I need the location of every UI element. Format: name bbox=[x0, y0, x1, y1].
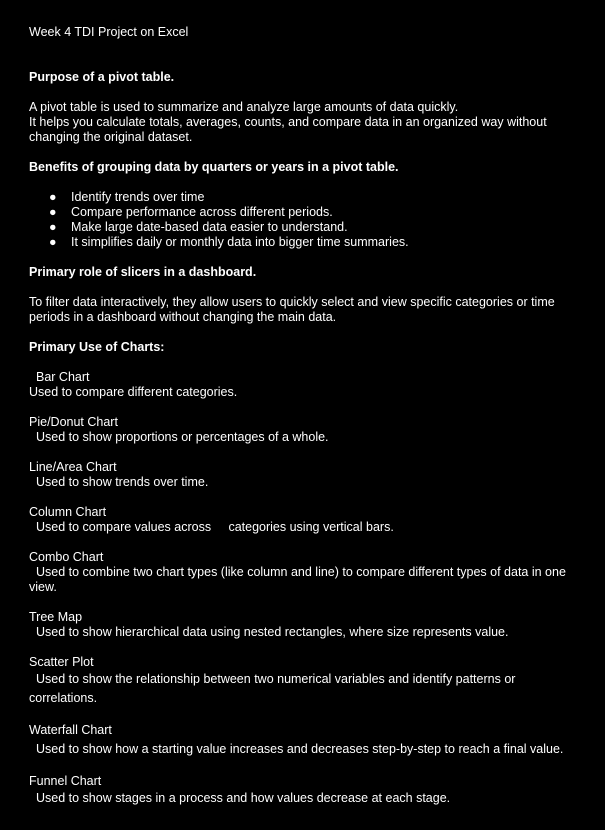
list-item: ● Compare performance across different periods. bbox=[49, 205, 333, 219]
bullet-icon: ● bbox=[49, 190, 57, 204]
grouping-list bbox=[29, 190, 575, 250]
chart-name: Column Chart bbox=[29, 505, 107, 519]
bullet-icon: ● bbox=[49, 205, 57, 219]
chart-desc: Used to show how a starting value increases and decreases step-by-step to reach a final value. bbox=[36, 742, 564, 756]
chart-item-waterfall bbox=[29, 723, 575, 759]
chart-desc: Used to show proportions or percentages of a whole. bbox=[36, 430, 329, 444]
chart-name: Pie/Donut Chart bbox=[29, 415, 118, 429]
list-item: ● Identify trends over time bbox=[49, 190, 205, 204]
slicers-text: To filter data interactively, they allow users to quickly select and view specific categories or time periods in a dashboard without changing the main data. bbox=[29, 295, 555, 324]
chart-desc: Used to compare different categories. bbox=[29, 385, 238, 399]
chart-item-scatter bbox=[29, 655, 575, 708]
chart-item-treemap bbox=[29, 610, 575, 640]
chart-desc: Used to show trends over time. bbox=[36, 475, 209, 489]
document-title: Week 4 TDI Project on Excel bbox=[29, 25, 189, 39]
chart-item-bar bbox=[29, 370, 575, 400]
chart-desc: Used to show the relationship between two numerical variables and identify patterns or correlations. bbox=[29, 672, 516, 705]
chart-name: Waterfall Chart bbox=[29, 723, 112, 737]
chart-item-line bbox=[29, 460, 575, 490]
chart-name: Funnel Chart bbox=[29, 774, 102, 788]
chart-item-column bbox=[29, 505, 575, 535]
chart-name: Line/Area Chart bbox=[29, 460, 117, 474]
bullet-icon: ● bbox=[49, 220, 57, 234]
chart-name: Scatter Plot bbox=[29, 655, 94, 669]
charts-heading: Primary Use of Charts: bbox=[29, 340, 165, 354]
list-item: ● It simplifies daily or monthly data into bigger time summaries. bbox=[49, 235, 409, 249]
chart-item-combo bbox=[29, 550, 575, 595]
slicers-heading: Primary role of slicers in a dashboard. bbox=[29, 265, 257, 279]
chart-desc: Used to compare values across categories using vertical bars. bbox=[36, 520, 394, 534]
chart-desc: Used to show hierarchical data using nested rectangles, where size represents value. bbox=[36, 625, 509, 639]
list-item: ● Make large date-based data easier to understand. bbox=[49, 220, 348, 234]
chart-name: Bar Chart bbox=[36, 370, 90, 384]
chart-desc: Used to show stages in a process and how values decrease at each stage. bbox=[36, 791, 451, 805]
pivot-heading: Purpose of a pivot table. bbox=[29, 70, 175, 84]
chart-name: Combo Chart bbox=[29, 550, 104, 564]
pivot-line-2: It helps you calculate totals, averages, counts, and compare data in an organized way without changing the original dataset. bbox=[29, 115, 547, 144]
chart-item-pie bbox=[29, 415, 575, 445]
bullet-icon: ● bbox=[49, 235, 57, 249]
chart-item-funnel bbox=[29, 774, 575, 806]
chart-desc: Used to combine two chart types (like column and line) to compare different types of data in one view. bbox=[29, 565, 566, 594]
chart-name: Tree Map bbox=[29, 610, 83, 624]
pivot-line-1: A pivot table is used to summarize and analyze large amounts of data quickly. bbox=[29, 100, 459, 114]
grouping-heading: Benefits of grouping data by quarters or years in a pivot table. bbox=[29, 160, 399, 174]
